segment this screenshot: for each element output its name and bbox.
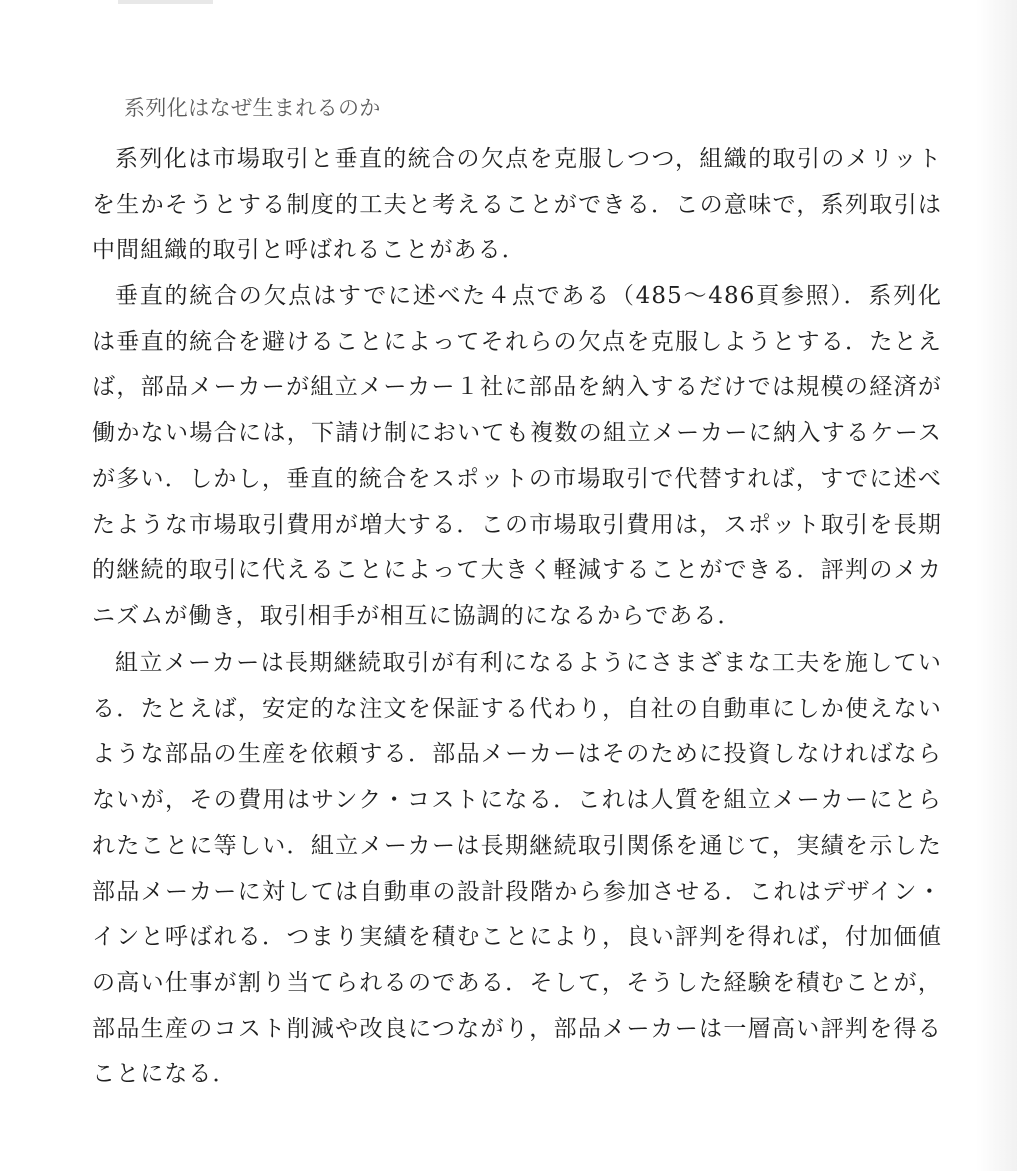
section-heading: 系列化はなぜ生まれるのか <box>124 96 381 120</box>
paragraph-3: 組立メーカーは長期継続取引が有利になるようにさまざまな工夫を施している．たとえば，安定的な注文を保証する代わり，自社の自動車にしか使えないような部品の生産を依頼する．部品メーカーはそのために投資しなければならないが，その費用はサンク・コストになる．これは人質を組立メーカーにとられたことに等しい．組立メーカーは長期継続取引関係を通じて，実績を示した部品メーカーに対しては自動車の設計段階から参加させる．これはデザイン・インと呼ばれる．つまり実績を積むことにより，良い評判を得れば，付加価値の高い仕事が割り当てられるのである．そして，そうした経験を積むことが，部品生産のコスト削減や改良につながり，部品メーカーは一層高い評判を得ることになる． <box>92 650 942 1088</box>
paragraph-1: 系列化は市場取引と垂直的統合の欠点を克服しつつ，組織的取引のメリットを生かそうとする制度的工夫と考えることができる．この意味で，系列取引は中間組織的取引と呼ばれることがある． <box>92 146 942 264</box>
paragraph-2: 垂直的統合の欠点はすでに述べた４点である（485～486頁参照）．系列化は垂直的統合を避けることによってそれらの欠点を克服しようとする．たとえば，部品メーカーが組立メーカー１社に部品を納入するだけでは規模の経済が働かない場合には，下請け制においても複数の組立メーカーに納入するケースが多い．しかし，垂直的統合をスポットの市場取引で代替すれば，すでに述べたような市場取引費用が増大する．この市場取引費用は，スポット取引を長期的継続的取引に代えることによって大きく軽減することができる．評判のメカニズムが働き，取引相手が相互に協調的になるからである． <box>92 283 942 629</box>
page-top-mark <box>118 0 213 4</box>
